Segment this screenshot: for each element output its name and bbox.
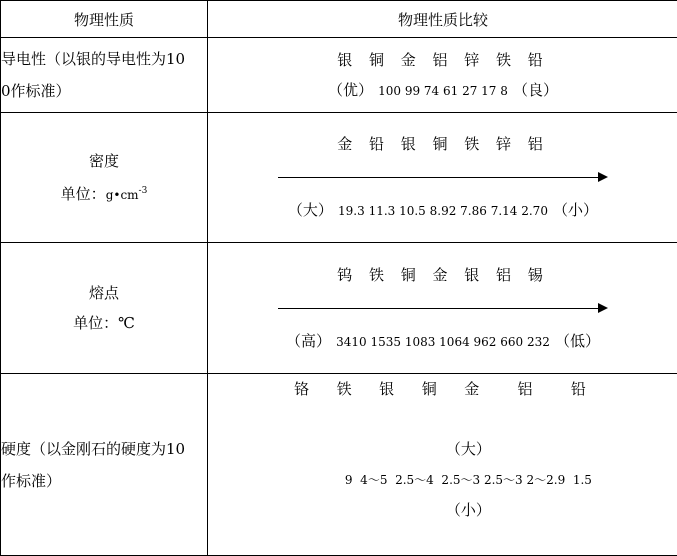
- melting-arrow-line: [278, 308, 598, 309]
- density-values: 19.3 11.3 10.5 8.92 7.86 7.14 2.70: [338, 204, 548, 218]
- header-comparison: 物理性质比较: [208, 1, 677, 38]
- melting-title: 熔点: [1, 278, 207, 308]
- row-melting-point: [1, 243, 677, 374]
- density-comparison: [208, 113, 677, 243]
- hardness-values: 9 4～5 2.5～4 2.5～3 2.5～3 2～2.9 1.5: [345, 473, 592, 487]
- density-label: [1, 113, 208, 243]
- conductivity-values-line: [208, 75, 677, 106]
- melting-comparison: [208, 243, 677, 374]
- density-title: 密度: [1, 146, 207, 176]
- melting-label: [1, 243, 208, 374]
- hardness-label: [1, 374, 208, 556]
- hardness-values-line: [208, 404, 677, 555]
- melting-left-paren: （高）: [286, 332, 331, 350]
- conductivity-comparison: [208, 38, 677, 113]
- hardness-left-paren: （大）: [446, 440, 491, 458]
- density-unit-main: g•cm: [106, 188, 139, 202]
- melting-values-line: [208, 329, 677, 354]
- hardness-right-paren: （小）: [446, 501, 491, 519]
- melting-metals: 钨 铁 铜 金 银 铝 锡: [208, 263, 677, 287]
- conductivity-label-line1: 导电性（以银的导电性为10: [1, 43, 207, 75]
- hardness-label-line2: 作标准）: [1, 465, 207, 497]
- conductivity-right-paren: （良）: [513, 81, 558, 99]
- melting-unit: 单位：℃: [1, 308, 207, 338]
- header-row: [1, 1, 677, 38]
- hardness-metals: 铬 铁 银 铜 金 铝 铅: [208, 374, 677, 404]
- row-density: [1, 113, 677, 243]
- hardness-comparison: [208, 374, 677, 556]
- density-values-line: [208, 198, 677, 223]
- hardness-label-line1: 硬度（以金刚石的硬度为10: [1, 433, 207, 465]
- density-arrow: [278, 172, 608, 184]
- conductivity-label: [1, 38, 208, 113]
- density-metals: 金 铅 银 铜 铁 锌 铝: [208, 132, 677, 156]
- header-property: 物理性质: [1, 1, 208, 38]
- density-left-paren: （大）: [288, 201, 333, 219]
- conductivity-values: 100 99 74 61 27 17 8: [378, 84, 508, 98]
- density-unit-prefix: 单位：: [61, 185, 106, 203]
- row-conductivity: [1, 38, 677, 113]
- density-arrow-head: [598, 172, 608, 182]
- row-hardness: [1, 374, 677, 556]
- density-right-paren: （小）: [553, 201, 598, 219]
- conductivity-metals: 银 铜 金 铝 锌 铁 铅: [208, 45, 677, 75]
- density-unit: [1, 176, 207, 210]
- conductivity-label-line2: 0作标准）: [1, 75, 207, 107]
- density-unit-sup: -3: [139, 186, 148, 196]
- melting-values: 3410 1535 1083 1064 962 660 232: [336, 335, 550, 349]
- melting-right-paren: （低）: [555, 332, 600, 350]
- melting-arrow-head: [598, 303, 608, 313]
- conductivity-left-paren: （优）: [328, 81, 373, 99]
- density-arrow-line: [278, 177, 598, 178]
- melting-arrow: [278, 303, 608, 315]
